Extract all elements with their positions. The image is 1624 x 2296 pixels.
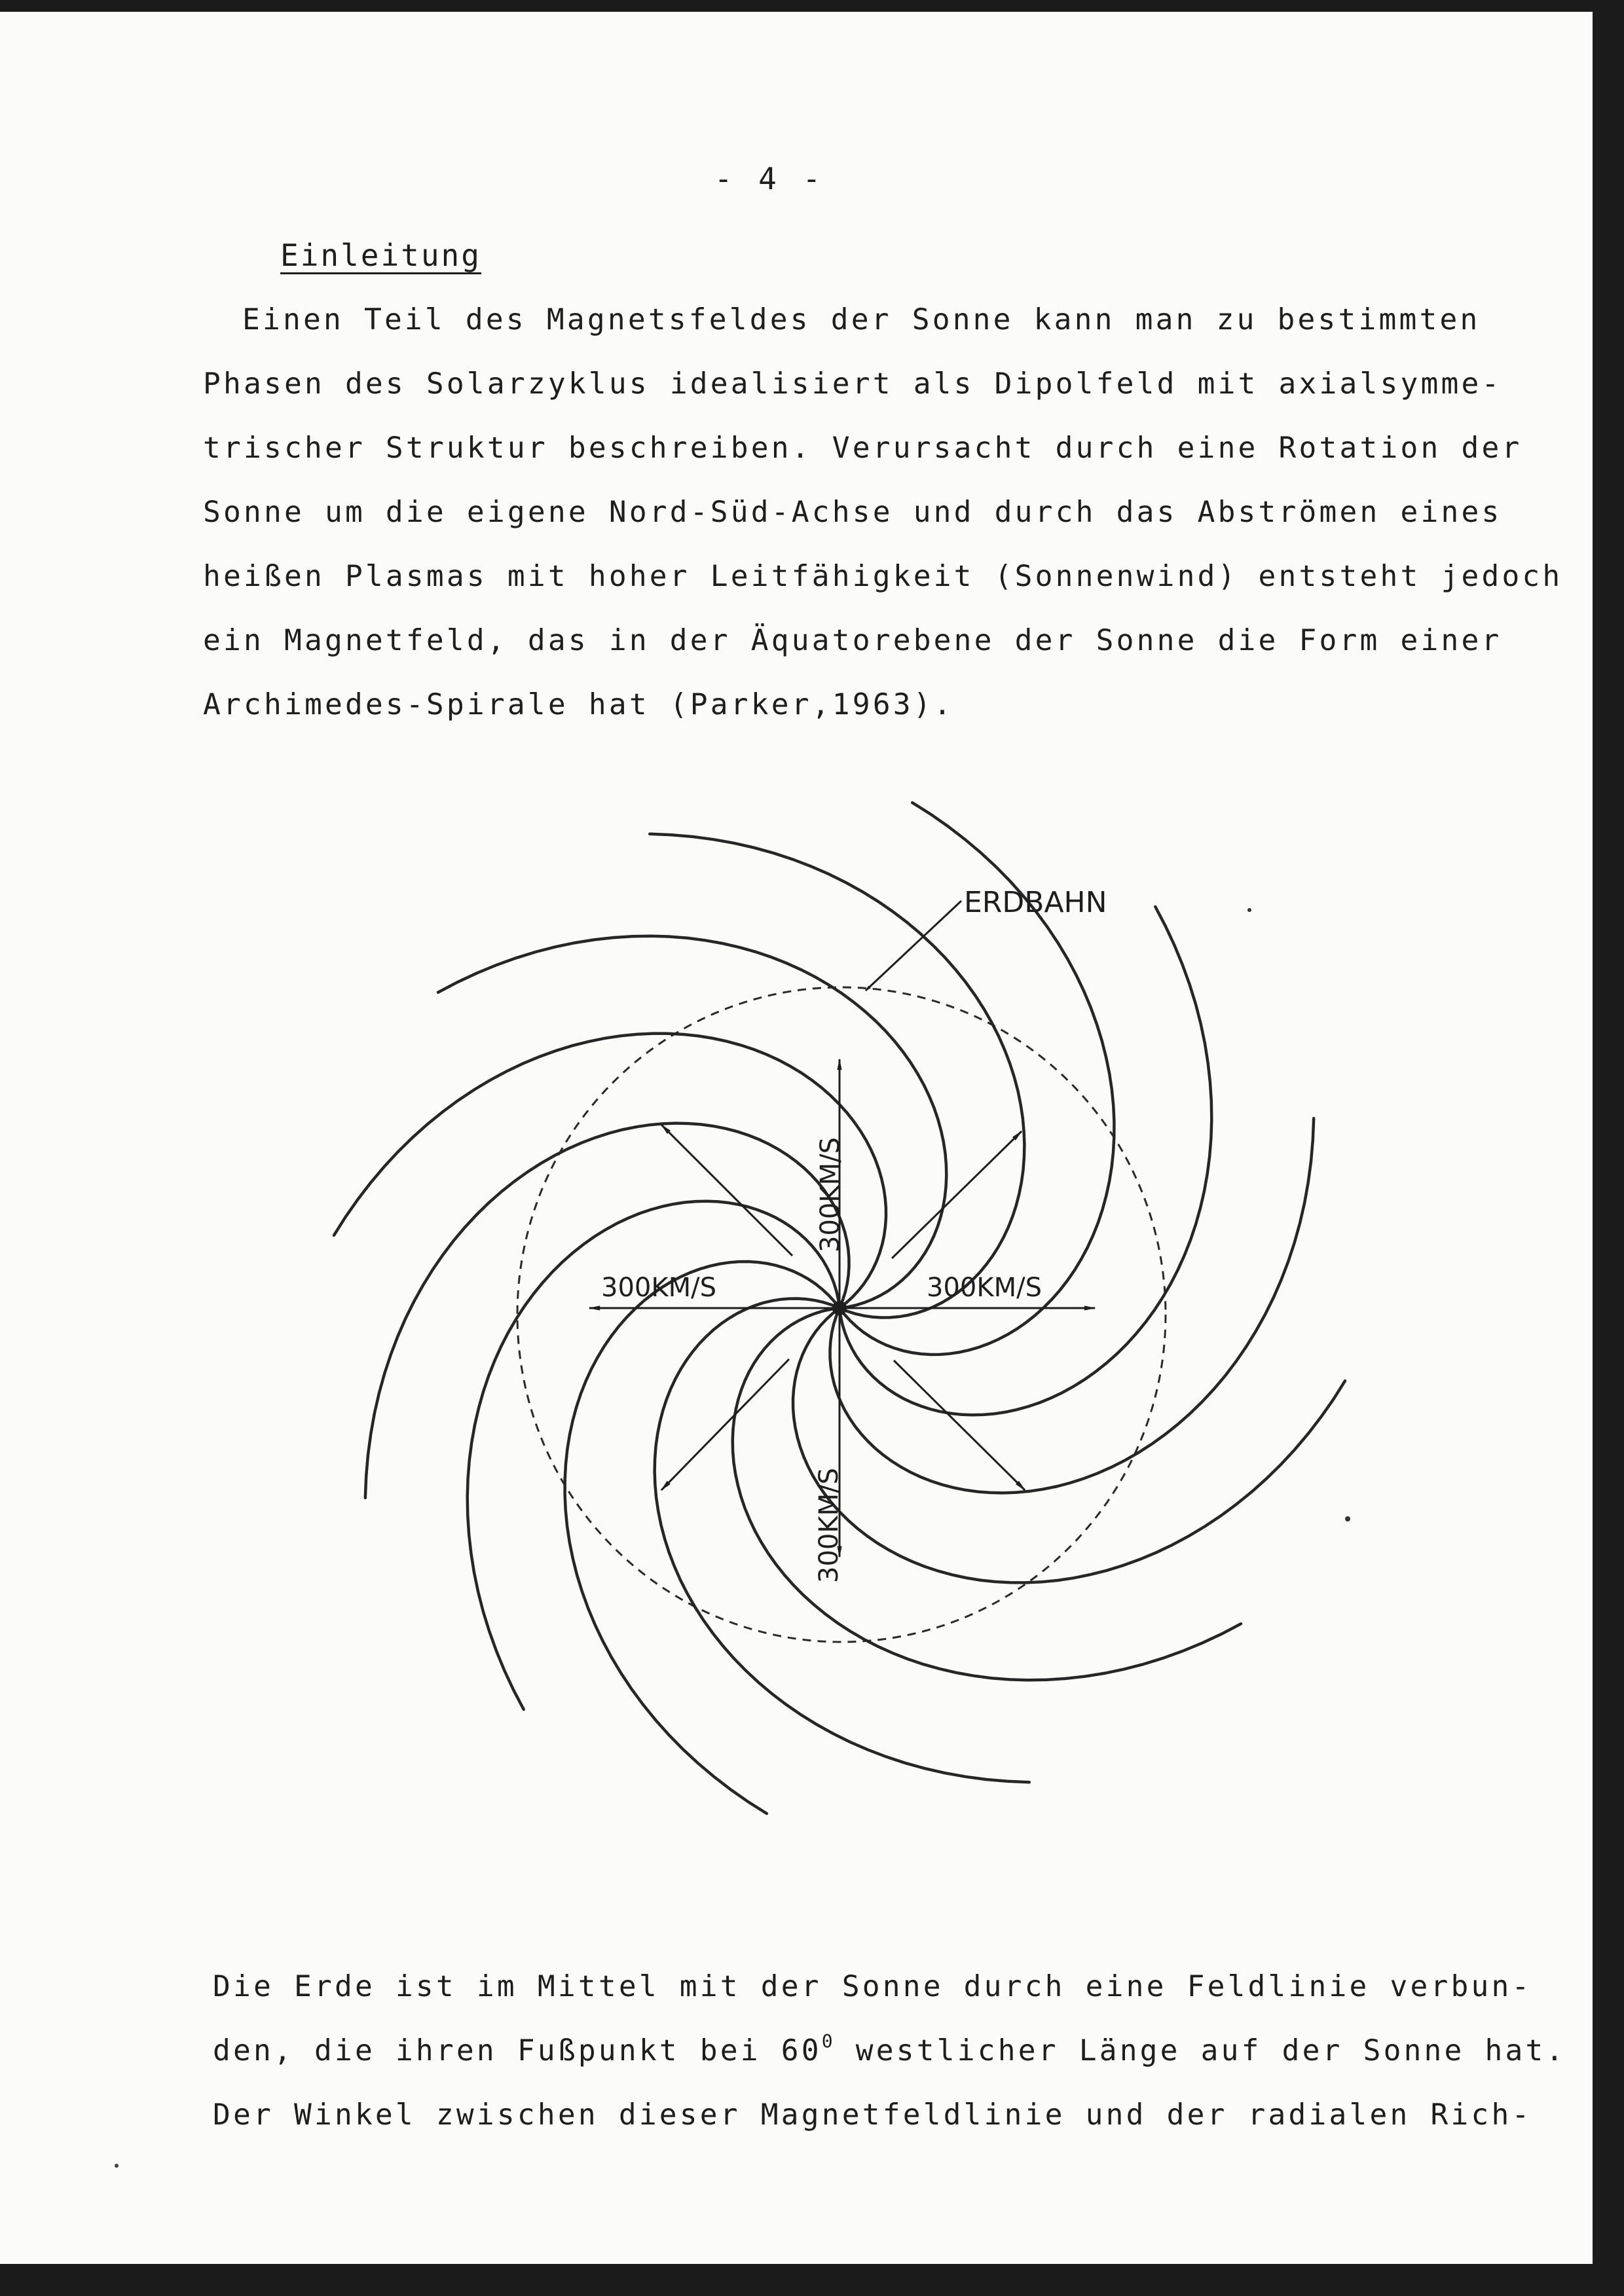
field-line-spiral: [830, 1118, 1314, 1493]
section-heading: Einleitung: [280, 238, 481, 273]
orbit-label: ERDBAHN: [964, 886, 1107, 919]
speed-label-up: 300KM/S: [815, 1137, 845, 1252]
field-line-spiral: [334, 1034, 886, 1308]
arrow-lower-right: [894, 1360, 1025, 1490]
paragraph-line: Sonne um die eigene Nord-Süd-Achse und durch das Abströmen eines: [203, 496, 1502, 529]
field-line-spiral: [438, 936, 946, 1308]
degree-superscript: 0: [821, 2030, 836, 2052]
parker-spiral-figure: [0, 12, 1593, 2264]
orbit-pointer-arrow: [866, 901, 961, 991]
paragraph-line: Der Winkel zwischen dieser Magnetfeldlinie und der radialen Rich-: [213, 2098, 1532, 2132]
sun-dot: [832, 1301, 847, 1315]
closing-paragraph: [213, 1955, 1566, 2147]
speed-label-left: 300KM/S: [601, 1273, 716, 1303]
paragraph-line: Phasen des Solarzyklus idealisiert als Dipolfeld mit axialsymme-: [203, 367, 1502, 401]
scan-speck: [1247, 908, 1251, 912]
scan-border-bottom: [0, 2264, 1624, 2296]
line-text: westlicher Länge auf der Sonne hat.: [835, 2034, 1566, 2068]
arrow-lower-left: [661, 1359, 789, 1490]
field-line-spiral: [365, 1123, 849, 1498]
document-page: [0, 12, 1593, 2264]
field-line-spiral: [733, 1308, 1241, 1680]
paragraph-line: heißen Plasmas mit hoher Leitfähigkeit (Sonnenwind) entsteht jedoch: [203, 560, 1563, 593]
paragraph-line: [213, 2019, 1566, 2083]
scan-speck: [1345, 1516, 1350, 1522]
speed-label-right: 300KM/S: [927, 1273, 1042, 1303]
arrow-upper-left: [661, 1125, 792, 1256]
paragraph-line: Archimedes-Spirale hat (Parker,1963).: [203, 688, 954, 721]
scan-speck: [115, 2164, 119, 2168]
paragraph-line: trischer Struktur beschreiben. Verursacht durch eine Rotation der: [203, 431, 1522, 465]
field-line-spiral: [793, 1308, 1345, 1582]
page-number: - 4 -: [714, 161, 825, 196]
speed-label-down: 300KM/S: [814, 1468, 844, 1583]
line-text: den, die ihren Fußpunkt bei 60: [213, 2034, 822, 2068]
paragraph-line: ein Magnetfeld, das in der Äquatorebene der Sonne die Form einer: [203, 624, 1502, 657]
paragraph-line: Einen Teil des Magnetsfeldes der Sonne kann man zu bestimmten: [242, 303, 1481, 337]
scan-border-right: [1593, 0, 1624, 2296]
paragraph-line: Die Erde ist im Mittel mit der Sonne durch eine Feldlinie verbun-: [213, 1970, 1532, 2003]
field-line-spiral: [565, 1262, 840, 1813]
field-line-spiral: [840, 907, 1211, 1415]
